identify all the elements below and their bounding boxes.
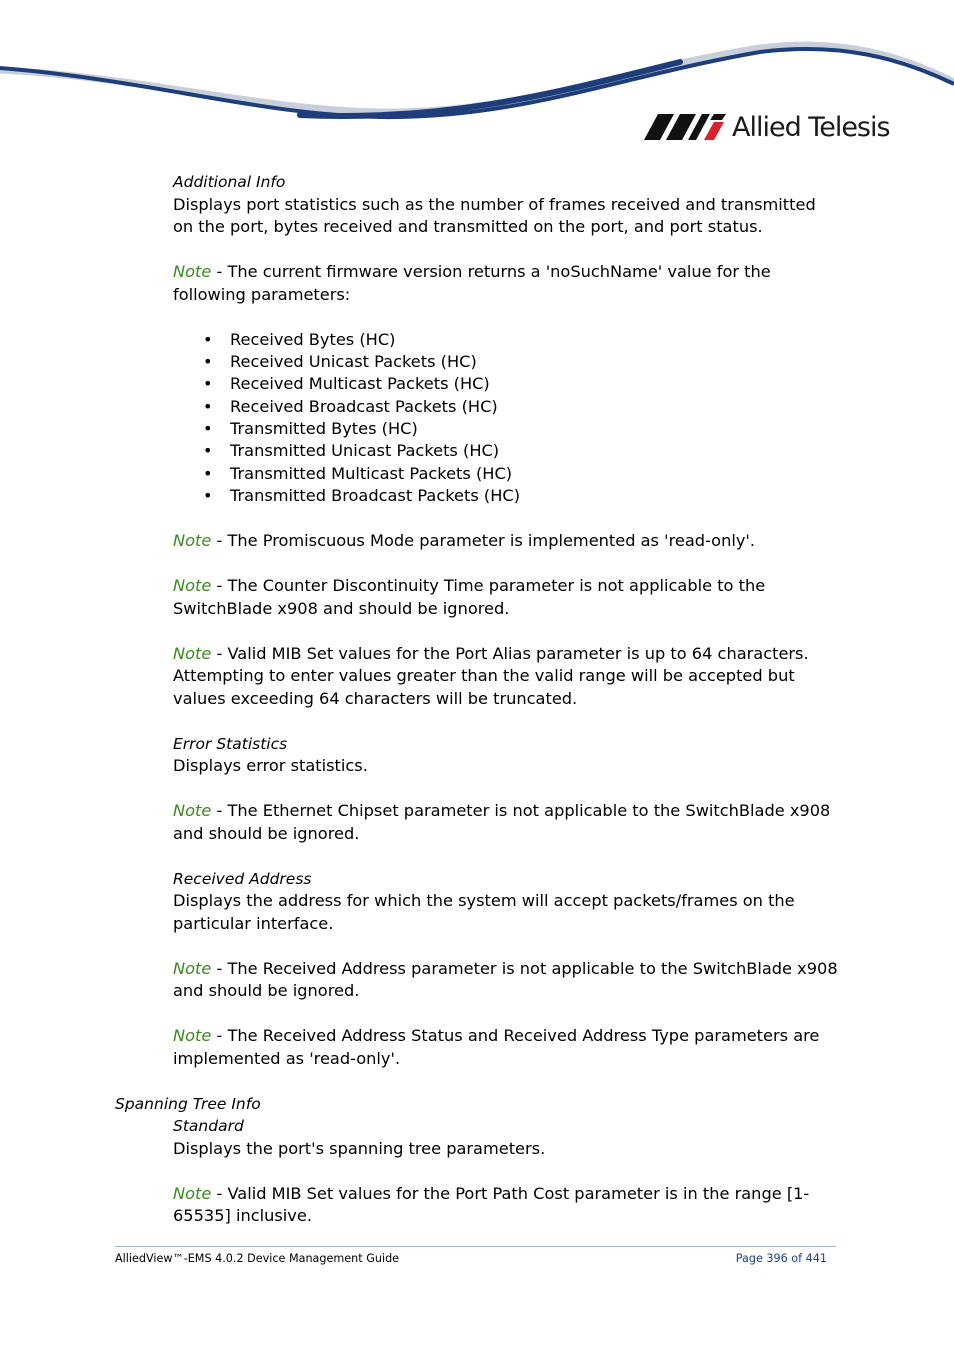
bullet-icon: • [203,351,213,371]
list-item-text: Received Bytes (HC) [230,329,396,349]
subsection-heading-standard: Standard [173,1117,244,1136]
bullet-icon: • [203,486,213,506]
list-item-text: Transmitted Broadcast Packets (HC) [230,486,521,506]
note-paragraph [173,800,838,845]
allied-telesis-logo [644,110,890,144]
list-item-text: Transmitted Bytes (HC) [230,419,418,439]
note-label: Note [173,262,212,281]
note-paragraph [173,1025,838,1070]
bullet-icon: • [203,374,213,394]
bullet-icon: • [203,396,213,416]
note-label: Note [173,1183,212,1203]
note-text: - The Received Address Status and Received Address Type parameters are implemented as 'read-only'. [173,1026,820,1068]
bullet-icon: • [203,463,213,483]
note-label: Note [173,801,212,821]
page-content [115,171,838,1228]
footer-page-number: Page 396 of 441 [735,1252,827,1265]
note-text: - Valid MIB Set values for the Port Alias parameter is up to 64 characters. Attempting to enter values greater than the valid range will be accepted but values exceeding 64 characters will be truncated. [173,643,809,708]
section-heading-spanning-tree-info: Spanning Tree Info [115,1094,261,1113]
note-paragraph [173,643,838,711]
list-item [173,440,838,462]
note-paragraph [173,261,838,306]
note-label: Note [173,643,212,663]
list-item-text: Received Unicast Packets (HC) [230,351,477,371]
section-heading-error-statistics: Error Statistics [173,734,288,753]
footer-divider [115,1246,836,1247]
note-text: - Valid MIB Set values for the Port Path Cost parameter is in the range [1-65535] inclusive. [173,1183,810,1226]
footer-document-title: AlliedView™-EMS 4.0.2 Device Management Guide [115,1252,400,1265]
note-paragraph [173,1183,838,1228]
spanning-tree-description: Displays the port's spanning tree parameters. [173,1138,546,1158]
note-text: - The Promiscuous Mode parameter is implemented as 'read-only'. [211,531,756,551]
note-label: Note [173,958,212,978]
list-item [173,485,838,507]
note-text: - The Ethernet Chipset parameter is not applicable to the SwitchBlade x908 and should be ignored. [173,801,831,843]
note-text: - The current firmware version returns a 'noSuchName' value for the following parameters: [173,262,771,304]
list-item-text: Received Broadcast Packets (HC) [230,396,498,416]
list-item-text: Received Multicast Packets (HC) [230,374,490,394]
note-text: - The Counter Discontinuity Time parameter is not applicable to the SwitchBlade x908 and should be ignored. [173,576,766,618]
list-item [173,329,838,351]
note-paragraph [173,958,838,1003]
list-item [173,463,838,485]
received-address-description: Displays the address for which the system will accept packets/frames on the particular interface. [173,891,795,933]
section-heading-received-address: Received Address [173,869,312,888]
allied-telesis-logo-mark-icon [644,114,726,140]
list-item-text: Transmitted Unicast Packets (HC) [230,441,500,461]
note-text: - The Received Address parameter is not applicable to the SwitchBlade x908 and should be ignored. [173,958,838,1001]
note-label: Note [173,1026,212,1046]
bullet-icon: • [203,419,213,439]
note-label: Note [173,576,212,596]
hc-parameter-list [173,329,838,508]
note-paragraph [173,530,838,553]
brand-name: Allied Telesis [732,111,890,143]
list-item-text: Transmitted Multicast Packets (HC) [230,463,513,483]
bullet-icon: • [203,441,213,461]
note-paragraph [173,575,838,620]
section-heading-additional-info: Additional Info [173,173,286,191]
list-item [173,373,838,395]
error-statistics-description: Displays error statistics. [173,756,368,776]
list-item [173,418,838,440]
bullet-icon: • [203,329,213,349]
note-label: Note [173,531,212,551]
list-item [173,396,838,418]
list-item [173,351,838,373]
additional-info-description: Displays port statistics such as the number of frames received and transmitted on the port, bytes received and transmitted on the port, and port status. [173,194,816,236]
